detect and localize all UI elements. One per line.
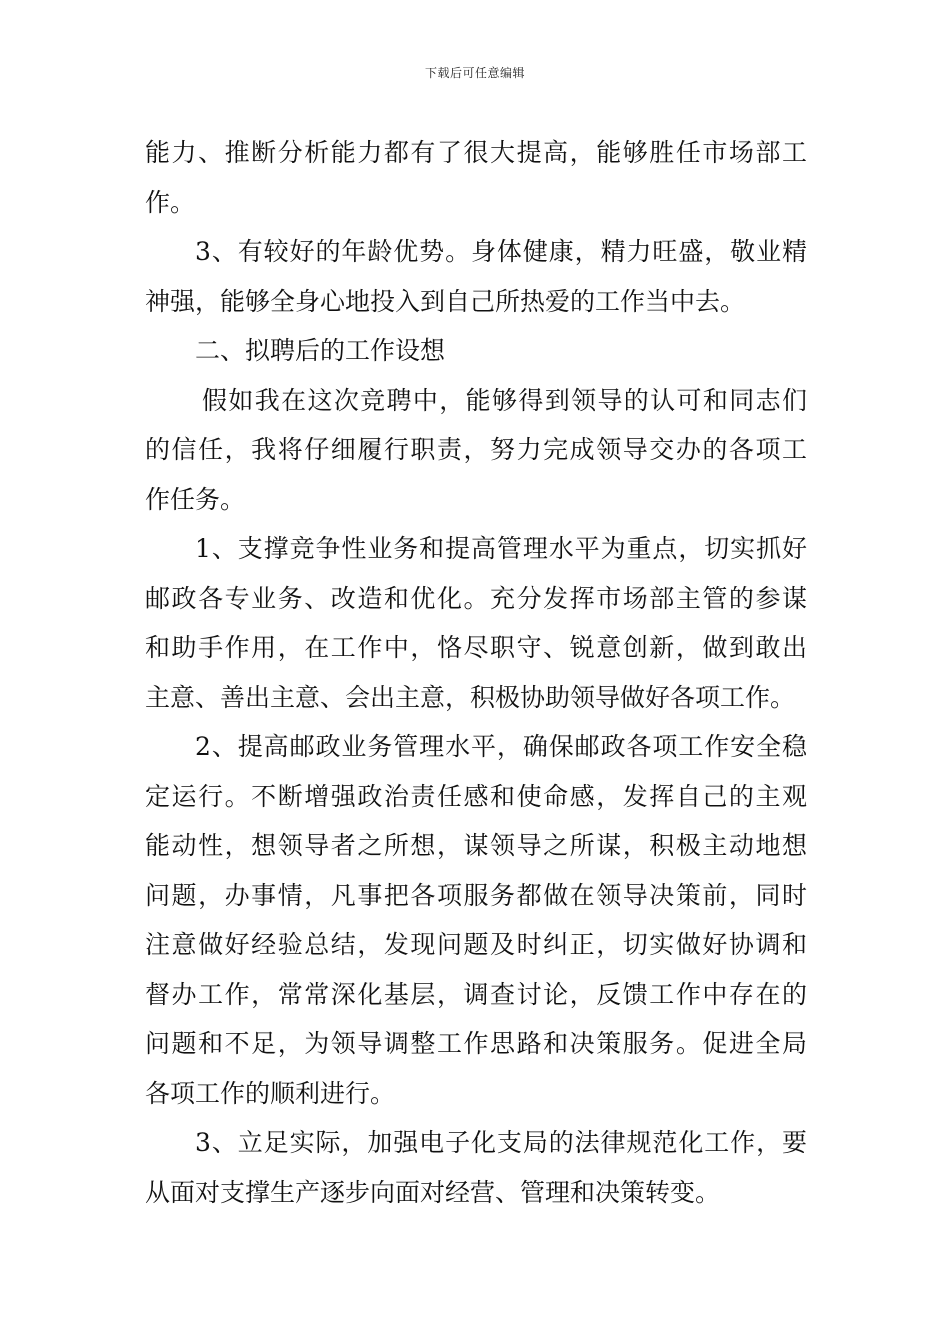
text-line: 能动性，想领导者之所想，谋领导之所谋，积极主动地想 [145,831,807,860]
section-heading: 二、拟聘后的工作设想 [195,336,446,365]
text-line: 的信任，我将仔细履行职责，努力完成领导交办的各项工 [145,435,807,464]
text-line: 督办工作，常常深化基层，调查讨论，反馈工作中存在的 [145,979,807,1009]
text-line: 问题和不足，为领导调整工作思路和决策服务。促进全局 [145,1029,807,1058]
text-line: 能力、推断分析能力都有了很大提高，能够胜任市场部工 [145,138,807,167]
text-line: 作。 [145,187,196,217]
text-line: 3、有较好的年龄优势。身体健康，精力旺盛，敬业精 [195,237,807,266]
text-line: 1、支撑竞争性业务和提高管理水平为重点，切实抓好 [195,534,807,563]
text-line: 主意、善出主意、会出主意，积极协助领导做好各项工作。 [145,682,796,712]
text-line: 3、立足实际，加强电子化支局的法律规范化工作，要 [195,1128,807,1157]
text-line: 神强，能够全身心地投入到自己所热爱的工作当中去。 [145,286,746,316]
text-line: 各项工作的顺利进行。 [145,1078,396,1108]
text-line: 2、提高邮政业务管理水平，确保邮政各项工作安全稳 [195,732,807,761]
text-line: 作任务。 [145,484,246,514]
page-header: 下载后可任意编辑 [424,66,525,80]
text-line: 注意做好经验总结，发现问题及时纠正，切实做好协调和 [145,930,807,959]
text-line: 假如我在这次竞聘中，能够得到领导的认可和同志们 [202,385,807,415]
text-line: 邮政各专业务、改造和优化。充分发挥市场部主管的参谋 [145,583,807,613]
document-body [145,128,807,1217]
text-line: 从面对支撑生产逐步向面对经营、管理和决策转变。 [145,1177,721,1207]
text-line: 定运行。不断增强政治责任感和使命感，发挥自己的主观 [145,781,807,811]
text-line: 问题，办事情，凡事把各项服务都做在领导决策前，同时 [145,880,807,910]
text-line: 和助手作用，在工作中，恪尽职守、锐意创新，做到敢出 [145,633,807,662]
